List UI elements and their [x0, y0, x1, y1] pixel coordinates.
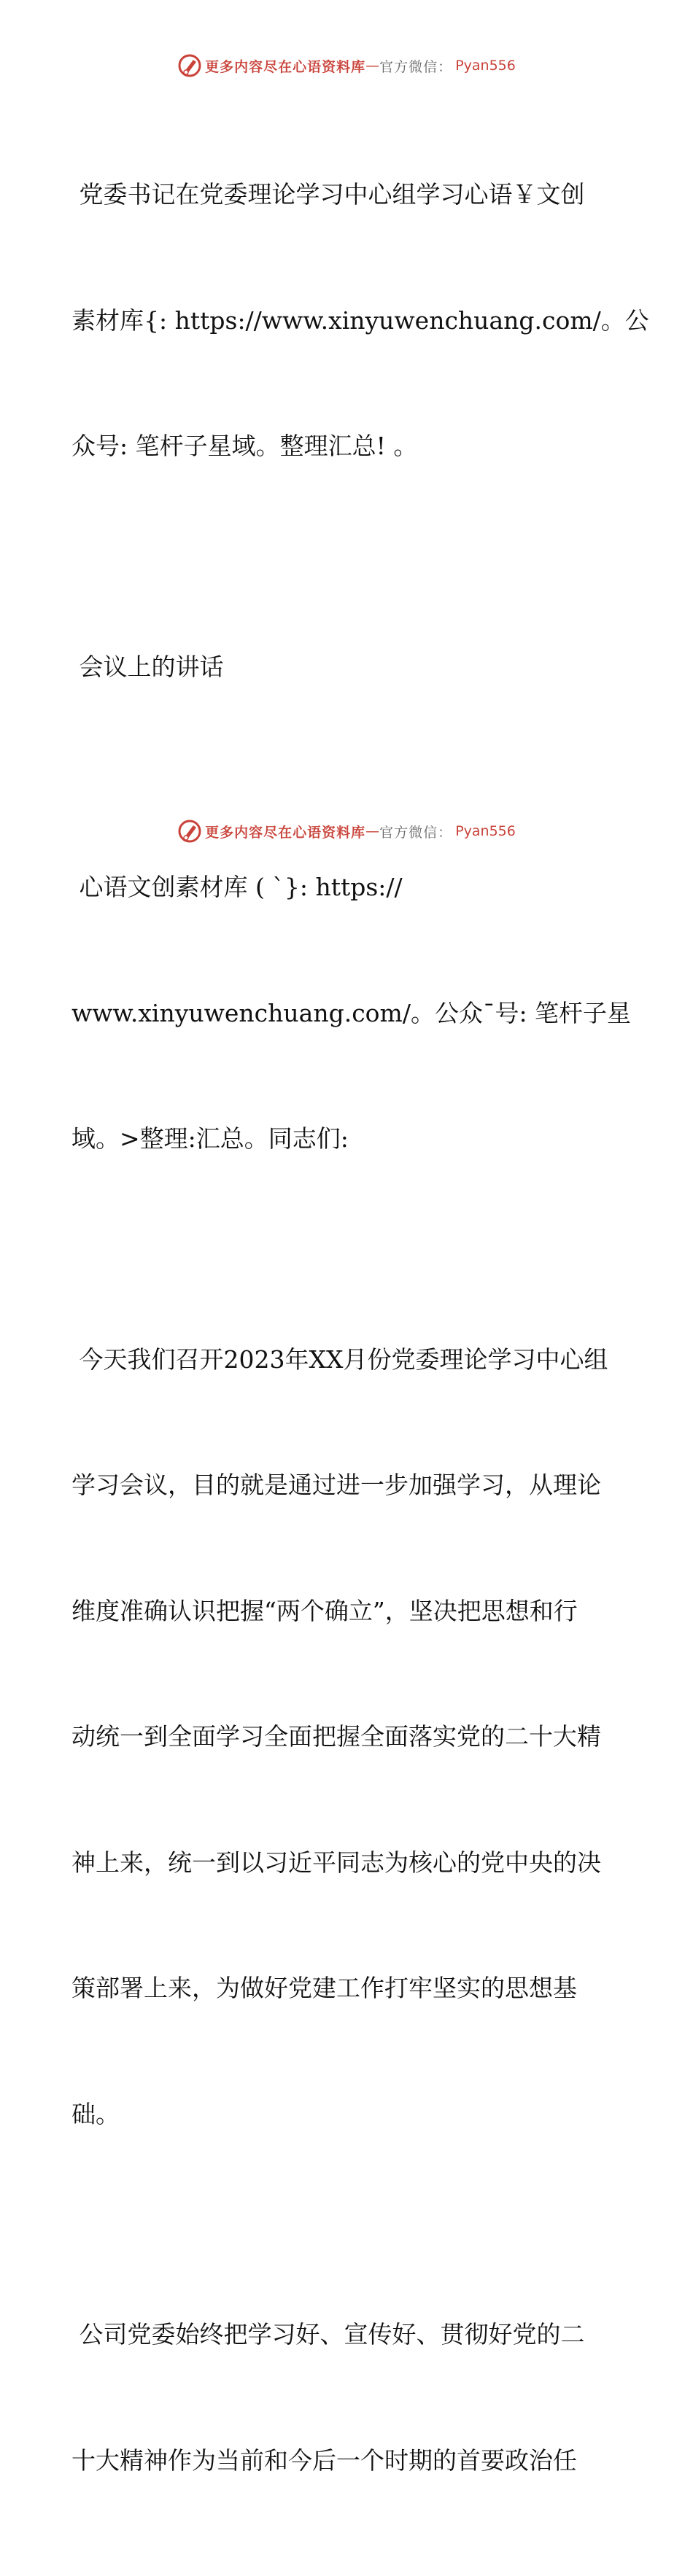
document-body	[71, 90, 649, 2576]
banner-wechat-id: Pyan556	[455, 58, 516, 74]
banner-official-label: 官方微信：	[379, 58, 453, 75]
paragraph-body-1	[71, 1255, 626, 2219]
paragraph-body-2	[71, 2230, 626, 2565]
banner-separator: —	[365, 823, 380, 839]
pen-logo-icon	[177, 819, 202, 844]
text-line: 会议上的讲话	[71, 652, 224, 681]
text-line: 十大精神作为当前和今后一个时期的首要政治任	[71, 2445, 577, 2475]
paragraph-source-note	[71, 782, 632, 1244]
banner-brand-text: 更多内容尽在心语资料库	[205, 824, 366, 841]
header-banner	[0, 52, 693, 79]
text-line: 域。>整理:汇总。同志们:	[71, 1124, 349, 1153]
paragraph-title-2	[71, 562, 626, 772]
text-line: 学习会议，目的就是通过进一步加强学习，从理论	[71, 1471, 601, 1499]
text-line: 维度准确认识把握“两个确立”，坚决把思想和行	[71, 1596, 578, 1625]
text-line: 策部署上来，为做好党建工作打牢坚实的思想基	[71, 1974, 577, 2002]
banner-official-label: 官方微信：	[379, 824, 453, 841]
text-line: 党委书记在党委理论学习中心组学习心语￥文创	[71, 180, 585, 209]
pen-logo-icon	[177, 53, 202, 78]
text-line: 素材库{: https://www.xinyuwenchuang.com/。公	[71, 306, 649, 335]
text-line: 公司党委始终把学习好、宣传好、贯彻好党的二	[71, 2320, 585, 2349]
text-line: 众号: 笔杆子星域。整理汇总! 。	[71, 432, 418, 460]
text-line: www.xinyuwenchuang.com/。公众¯号: 笔杆子星	[71, 998, 632, 1027]
text-line: 动统一到全面学习全面把握全面落实党的二十大精	[71, 1722, 601, 1751]
text-line: 础。	[71, 2099, 120, 2128]
text-line: 心语文创素材库 ( `}: https://	[71, 873, 403, 901]
banner-brand-text: 更多内容尽在心语资料库	[205, 58, 366, 75]
footer-banner	[0, 818, 693, 844]
text-line: 神上来，统一到以习近平同志为核心的党中央的决	[71, 1848, 601, 1877]
banner-separator: —	[365, 58, 380, 74]
text-line: 今天我们召开2023年XX月份党委理论学习中心组	[71, 1345, 608, 1374]
banner-wechat-id: Pyan556	[455, 823, 516, 839]
paragraph-title-1	[71, 90, 649, 551]
